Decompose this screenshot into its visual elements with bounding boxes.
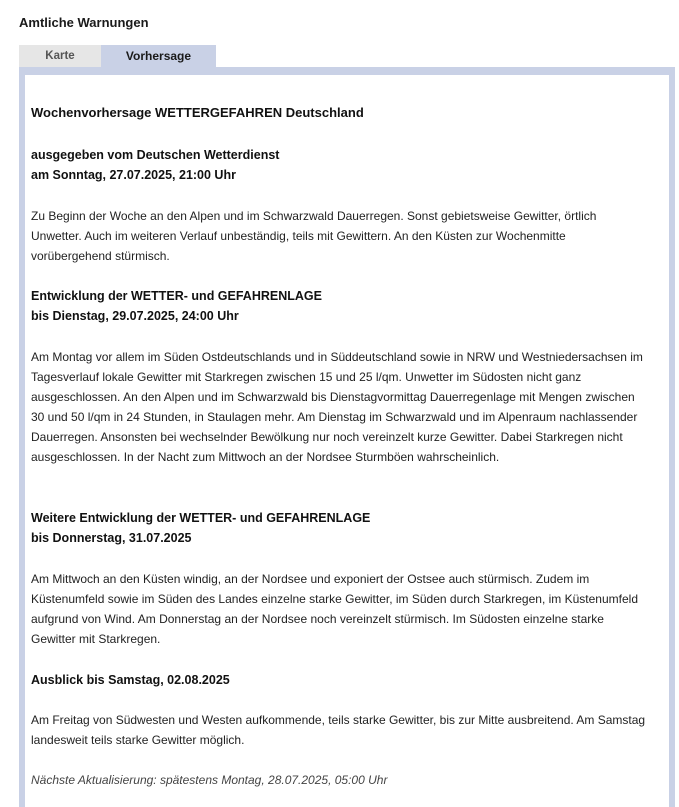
section1-until: bis Dienstag, 29.07.2025, 24:00 Uhr	[31, 309, 239, 323]
tab-vorhersage[interactable]: Vorhersage	[101, 45, 216, 67]
page-title: Amtliche Warnungen	[19, 15, 149, 30]
forecast-heading: Wochenvorhersage WETTERGEFAHREN Deutschland	[31, 105, 364, 120]
section2-title: Weitere Entwicklung der WETTER- und GEFAHRENLAGE	[31, 511, 371, 525]
forecast-content	[25, 75, 669, 807]
forecast-panel	[19, 67, 675, 807]
section1-title: Entwicklung der WETTER- und GEFAHRENLAGE	[31, 289, 322, 303]
outlook-paragraph: Am Freitag von Südwesten und Westen aufkommende, teils starke Gewitter, bis zur Mitte ausbreitend. Am Samstag landesweit teils starke Gewitter möglich.	[31, 713, 646, 747]
tab-karte[interactable]: Karte	[19, 45, 101, 67]
section2-until: bis Donnerstag, 31.07.2025	[31, 531, 192, 545]
tab-bar	[19, 45, 216, 67]
issued-at: am Sonntag, 27.07.2025, 21:00 Uhr	[31, 168, 236, 182]
section1-paragraph: Am Montag vor allem im Süden Ostdeutschlands und in Süddeutschland sowie in NRW und Westniedersachsen im Tagesverlauf lokale Gewitter mit Starkregen zwischen 15 und 25 l/qm. Unwetter im Südosten nicht ganz ausgeschlossen. An den Alpen und im Schwarzwald bis Dienstagvormittag Dauerregenlage mit Mengen zwischen 30 und 50 l/qm in 24 Stunden, in Staulagen mehr. Am Dienstag im Schwarzwald und im Alpenraum nachlassender Dauerregen. Ansonsten bei wechselnder Bewölkung nur noch vereinzelt kurze Gewitter. Dabei Starkregen nicht ausgeschlossen. In der Nacht zum Mittwoch an der Nordsee Sturmböen wahrscheinlich.	[31, 350, 643, 464]
summary-paragraph: Zu Beginn der Woche an den Alpen und im Schwarzwald Dauerregen. Sonst gebietsweise Gewitter, örtlich Unwetter. Auch im weiteren Verlauf unbeständig, teils mit Gewittern. An den Küsten zur Wochenmitte vorübergehend stürmisch.	[31, 209, 597, 263]
outlook-title: Ausblick bis Samstag, 02.08.2025	[31, 673, 230, 687]
next-update-note: Nächste Aktualisierung: spätestens Montag, 28.07.2025, 05:00 Uhr	[31, 773, 388, 787]
issued-by: ausgegeben vom Deutschen Wetterdienst	[31, 148, 280, 162]
section2-paragraph: Am Mittwoch an den Küsten windig, an der Nordsee und exponiert der Ostsee auch stürmisch. Zudem im Küstenumfeld sowie im Süden des Landes einzelne starke Gewitter, im Süden durch Starkregen, im Küstenumfeld aufgrund von Wind. Am Donnerstag an der Nordsee noch vereinzelt stürmisch. Im Südosten einzelne starke Gewitter mit Starkregen.	[31, 572, 638, 646]
